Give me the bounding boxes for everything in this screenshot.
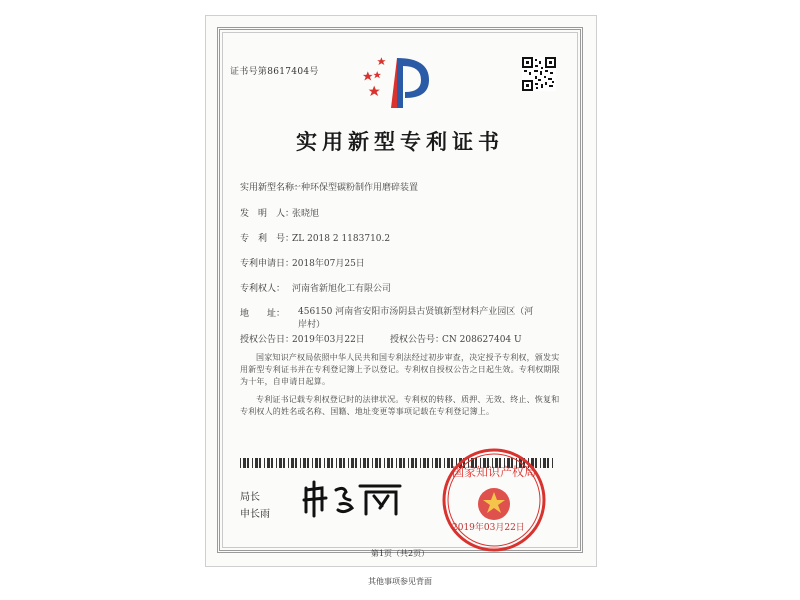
barcode-bar xyxy=(411,458,414,468)
field-key: 授权公告号： xyxy=(390,335,445,345)
field-value: CN 208627404 U xyxy=(442,335,522,345)
field-grant-date xyxy=(240,332,365,345)
page-number: 第1页（共2页） xyxy=(370,549,430,558)
barcode-bar xyxy=(351,458,354,468)
field-filing-date xyxy=(240,256,365,269)
barcode-bar xyxy=(295,458,297,468)
barcode-bar xyxy=(247,458,249,468)
grant-paragraph: 国家知识产权局依照中华人民共和国专利法经过初步审查，决定授予专利权，颁发实用新型专利证书并在专利登记簿上予以登记。专利权自授权公告之日起生效。专利权期限为十年，自申请日起算。 xyxy=(240,353,560,386)
barcode-bar xyxy=(240,458,241,468)
barcode-bar xyxy=(363,458,366,468)
official-seal xyxy=(440,446,548,554)
legal-status-paragraph: 专利证书记载专利权登记时的法律状况。专利权的转移、质押、无效、终止、恢复和专利权人的姓名或名称、国籍、地址变更等事项记载在专利登记簿上。 xyxy=(240,395,560,416)
barcode-bar xyxy=(336,458,337,468)
barcode-bar xyxy=(315,458,318,468)
barcode-bar xyxy=(288,458,289,468)
barcode-bar xyxy=(427,458,429,468)
field-key: 实用新型名称： xyxy=(240,183,304,193)
field-value: 一种环保型碳粉制作用磨碎装置 xyxy=(292,183,419,193)
barcode-bar xyxy=(327,458,330,468)
barcode-bar xyxy=(552,458,553,468)
field-value: 2019年03月22日 xyxy=(292,335,365,345)
footer-note: 其他事项参见背面 xyxy=(368,577,432,586)
field-key: 专利权人： xyxy=(240,284,286,294)
barcode-bar xyxy=(379,458,381,468)
barcode-bar xyxy=(348,458,349,468)
barcode-bar xyxy=(420,458,421,468)
barcode-bar xyxy=(331,458,333,468)
barcode-bar xyxy=(396,458,397,468)
director-name: 申长雨 xyxy=(240,509,270,520)
barcode-bar xyxy=(372,458,373,468)
barcode-bar xyxy=(384,458,385,468)
barcode-bar xyxy=(252,458,253,468)
barcode-bar xyxy=(343,458,345,468)
seal-date: 2019年03月22日 xyxy=(452,523,525,533)
barcode-bar xyxy=(399,458,402,468)
field-patent-number xyxy=(240,231,390,244)
director-title: 局长 xyxy=(240,492,260,503)
barcode-bar xyxy=(255,458,258,468)
field-address-value: 456150 河南省安阳市汤阴县古贤镇新型材料产业园区（河岸村） xyxy=(298,307,534,330)
barcode-bar xyxy=(291,458,294,468)
field-key: 授权公告日： xyxy=(240,335,295,345)
field-value: 张晓旭 xyxy=(292,209,320,219)
barcode-bar xyxy=(403,458,405,468)
director-signature xyxy=(300,478,410,518)
barcode-bar xyxy=(303,458,306,468)
barcode-bar xyxy=(324,458,325,468)
barcode-bar xyxy=(259,458,261,468)
barcode-bar xyxy=(391,458,393,468)
field-patent-holder xyxy=(240,281,391,294)
barcode-bar xyxy=(300,458,301,468)
field-grant-number xyxy=(390,332,522,345)
field-inventor xyxy=(240,206,319,219)
barcode-bar xyxy=(271,458,273,468)
barcode-bar xyxy=(339,458,342,468)
barcode-bar xyxy=(432,458,433,468)
barcode-bar xyxy=(264,458,265,468)
barcode-bar xyxy=(387,458,390,468)
field-value: 河南省新旭化工有限公司 xyxy=(292,284,392,294)
barcode-bar xyxy=(408,458,409,468)
certificate-number: 证书号第8617404号 xyxy=(230,67,319,77)
field-address-key: 地 址： xyxy=(240,309,286,319)
barcode-bar xyxy=(415,458,417,468)
barcode-bar xyxy=(283,458,285,468)
svg-text:国家知识产权局: 国家知识产权局 xyxy=(451,465,537,479)
barcode-bar xyxy=(312,458,313,468)
field-utility-model-name xyxy=(240,180,418,193)
barcode-bar xyxy=(267,458,270,468)
barcode-bar xyxy=(375,458,378,468)
barcode-bar xyxy=(307,458,309,468)
barcode-bar xyxy=(360,458,361,468)
barcode-bar xyxy=(279,458,282,468)
patent-office-logo xyxy=(363,52,435,112)
barcode-bar xyxy=(435,458,438,468)
barcode-bar xyxy=(276,458,277,468)
field-key: 专 利 号： xyxy=(240,234,295,244)
field-key: 发 明 人： xyxy=(240,209,295,219)
barcode-bar xyxy=(355,458,357,468)
certificate-title: 实用新型专利证书 xyxy=(296,130,504,154)
qr-code xyxy=(522,57,556,91)
field-value: ZL 2018 2 1183710.2 xyxy=(292,234,391,244)
barcode-bar xyxy=(367,458,369,468)
field-key: 专利申请日： xyxy=(240,259,295,269)
barcode-bar xyxy=(243,458,246,468)
barcode-bar xyxy=(319,458,321,468)
barcode-bar xyxy=(423,458,426,468)
field-value: 2018年07月25日 xyxy=(292,259,365,269)
